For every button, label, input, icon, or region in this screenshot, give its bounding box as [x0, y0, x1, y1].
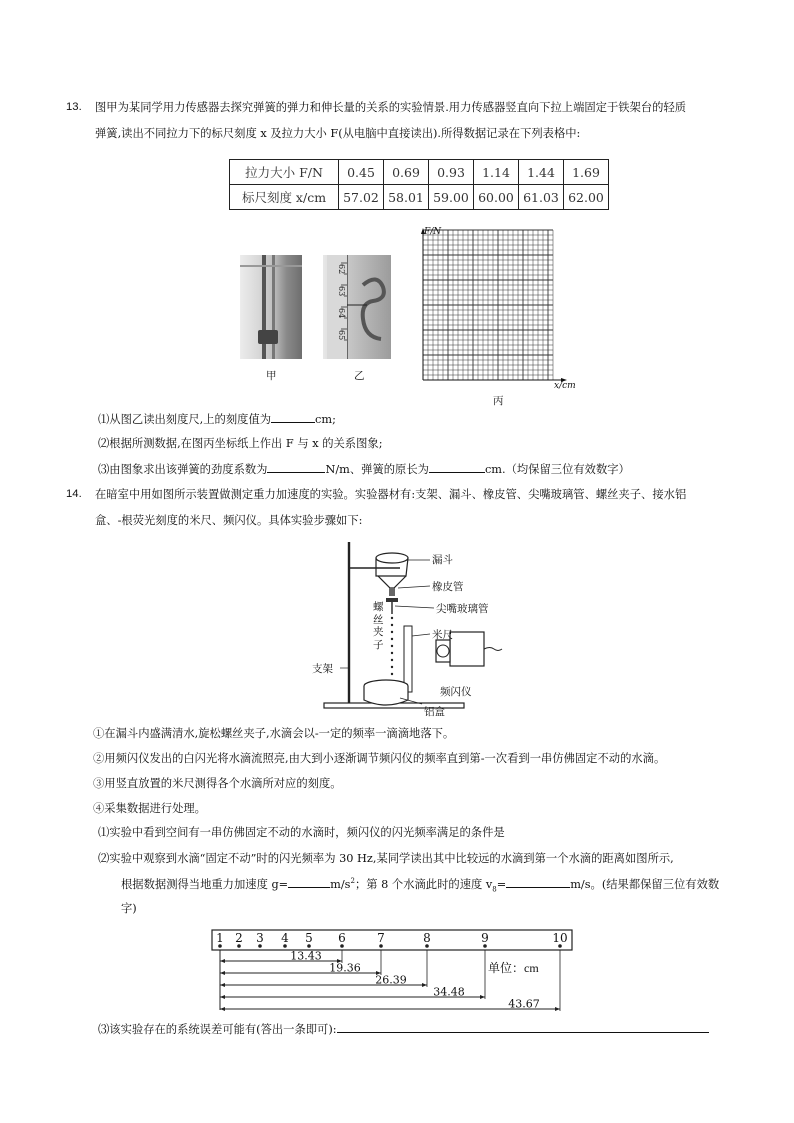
drop-number: 4 — [281, 931, 289, 945]
drop-number: 5 — [305, 931, 313, 945]
table-cell: 1.69 — [564, 160, 609, 185]
graph-paper-bing — [412, 226, 582, 392]
q13-sub1 — [98, 412, 336, 427]
photo-jia-force-sensor — [240, 255, 302, 359]
table-row — [230, 160, 609, 185]
drop-number: 3 — [256, 931, 264, 945]
answer-blank-systematic-error[interactable] — [337, 1022, 709, 1033]
answer-blank-gravity[interactable] — [288, 877, 330, 888]
label-ruler: 米尺 — [432, 629, 453, 641]
question-13-number: 13. — [66, 101, 82, 113]
distance-label: 19.36 — [329, 961, 361, 975]
q14-sub2-sup: 2 — [350, 877, 355, 886]
label-rubber-tube: 橡皮管 — [432, 581, 464, 593]
table-cell: 57.02 — [339, 185, 384, 210]
table-cell: 1.14 — [474, 160, 519, 185]
q13-sub3 — [98, 462, 630, 477]
q13-sub3-text-a: ⑶由图象求出该弹簧的劲度系数为 — [98, 463, 268, 476]
question-13-stem-line2: 弹簧,读出不同拉力下的标尺刻度 x 及拉力大小 F(从电脑中直接读出).所得数据记录在下列表格中: — [95, 127, 581, 140]
question-14-number: 14. — [66, 488, 82, 500]
q14-sub2-text-e: m/s。(结果都保留三位有效数 — [570, 878, 720, 891]
drop-number: 6 — [338, 931, 346, 945]
answer-blank-scale-reading[interactable] — [271, 412, 315, 423]
arrow-head-icon — [220, 971, 225, 975]
label-al-box: 铝盒 — [424, 706, 445, 718]
water-drop-icon — [391, 624, 393, 626]
graph-y-axis-label: F/N — [424, 227, 442, 237]
ruler-number: 63 — [337, 286, 346, 297]
q14-sub2-sub: 8 — [492, 885, 497, 894]
table-cell: 59.00 — [429, 185, 474, 210]
water-drop-icon — [391, 638, 393, 640]
table-row — [230, 185, 609, 210]
arrow-head-icon — [480, 995, 485, 999]
label-funnel: 漏斗 — [432, 554, 453, 566]
q14-step1: ①在漏斗内盛满清水,旋松螺丝夹子,水滴会以-一定的频率一滴滴地落下。 — [93, 727, 455, 740]
q13-sub1-unit: cm; — [315, 413, 336, 426]
drop-number: 2 — [235, 931, 243, 945]
q14-sub2-text-a: 根据数据测得当地重力加速度 g= — [121, 878, 289, 891]
water-drop-icon — [391, 666, 393, 668]
ruler-number: 65 — [337, 330, 346, 341]
drop-number: 10 — [552, 931, 568, 945]
distance-label: 43.67 — [508, 997, 540, 1011]
q14-sub3-text: ⑶该实验存在的系统误差可能有(答出一条即可): — [98, 1023, 337, 1036]
graph-x-axis-label: x/cm — [554, 381, 576, 391]
q14-sub2-unit-ms: m/s — [330, 878, 351, 891]
arrow-head-icon — [220, 1007, 225, 1011]
arrow-head-icon — [220, 983, 225, 987]
drop-number: 9 — [481, 931, 489, 945]
answer-blank-spring-constant[interactable] — [267, 462, 325, 473]
photo-yi-ruler — [323, 255, 391, 359]
caption-jia: 甲 — [266, 370, 277, 382]
question-14-stem-line2: 盒、-根荧光刻度的米尺、频闪仪。具体实验步骤如下: — [95, 514, 363, 527]
water-drop-icon — [391, 617, 393, 619]
q14-sub3 — [98, 1022, 709, 1037]
apparatus-diagram — [300, 536, 520, 722]
q14-sub1: ⑴实验中看到空间有一串仿佛固定不动的水滴时，频闪仪的闪光频率满足的条件是 — [98, 826, 505, 839]
table-cell: 60.00 — [474, 185, 519, 210]
label-screw-clamp: 螺丝夹子 — [373, 601, 384, 651]
q13-sub3-text-b: N/m、弹簧的原长为 — [325, 463, 429, 476]
caption-bing: 丙 — [493, 395, 504, 407]
arrow-head-icon — [555, 1007, 560, 1011]
distance-label: 13.43 — [290, 949, 322, 963]
table-cell: 1.44 — [519, 160, 564, 185]
table-cell: 0.45 — [339, 160, 384, 185]
label-strobe: 频闪仪 — [440, 686, 472, 698]
table-cell: 61.03 — [519, 185, 564, 210]
table-cell: 58.01 — [384, 185, 429, 210]
ruler-number: 62 — [337, 264, 346, 275]
q14-step3: ③用竖直放置的米尺测得各个水滴所对应的刻度。 — [93, 777, 342, 790]
water-drop-icon — [391, 659, 393, 661]
label-stand: 支架 — [312, 663, 333, 675]
q14-sub2-line3: 字) — [121, 902, 137, 915]
question-13-stem-line1: 图甲为某同学用力传感器去探究弹簧的弹力和伸长量的关系的实验情景.用力传感器竖直向下拉上端固定于铁架台的轻质 — [95, 101, 687, 114]
drop-number: 1 — [216, 931, 224, 945]
water-drop-icon — [391, 673, 393, 675]
arrow-head-icon — [422, 983, 427, 987]
answer-blank-original-length[interactable] — [429, 462, 485, 473]
ruler-numbers — [329, 259, 346, 347]
water-drop-icon — [391, 652, 393, 654]
ruler-strip — [212, 930, 572, 950]
q14-sub2-line2 — [121, 877, 719, 894]
water-drop-icon — [391, 631, 393, 633]
drop-number: 7 — [377, 931, 385, 945]
q14-sub2-text-c: ；第 8 个水滴此时的速度 v — [354, 878, 493, 891]
q14-step4: ④采集数据进行处理。 — [93, 802, 206, 815]
spring-data-table — [229, 159, 609, 210]
water-drop-icon — [391, 645, 393, 647]
table-row-label-force: 拉力大小 F/N — [230, 160, 339, 185]
drop-number: 8 — [423, 931, 431, 945]
ruler-number: 64 — [337, 308, 346, 319]
drop-figure-unit: 单位：cm — [488, 961, 539, 975]
arrow-head-icon — [220, 959, 225, 963]
q14-step2: ②用频闪仪发出的白闪光将水滴流照亮,由大到小逐渐调节频闪仪的频率直到第-一次看到一串仿佛固定不动的水滴。 — [93, 752, 666, 765]
table-cell: 62.00 — [564, 185, 609, 210]
question-14-stem-line1: 在暗室中用如图所示装置做测定重力加速度的实验。实验器材有:支架、漏斗、橡皮管、尖嘴玻璃管、螺丝夹子、接水铝 — [95, 488, 687, 501]
q14-sub2-text-d: = — [496, 878, 507, 891]
q13-sub3-text-c: cm.（均保留三位有效数字） — [484, 463, 630, 476]
label-glass-tube: 尖嘴玻璃管 — [436, 603, 489, 615]
q14-sub2-line1: ⑵实验中观察到水滴“固定不动”时的闪光频率为 30 Hz,某同学读出其中比较远的水滴到第一个水滴的距离如图所示, — [98, 852, 674, 865]
distance-label: 34.48 — [433, 985, 465, 999]
q13-sub1-text: ⑴从图乙读出刻度尺,上的刻度值为 — [98, 413, 272, 426]
q13-sub2: ⑵根据所测数据,在图丙坐标纸上作出 F 与 x 的关系图象; — [98, 437, 383, 450]
answer-blank-velocity[interactable] — [506, 877, 570, 888]
arrow-head-icon — [220, 995, 225, 999]
table-cell: 0.93 — [429, 160, 474, 185]
table-cell: 0.69 — [384, 160, 429, 185]
caption-yi: 乙 — [354, 370, 365, 382]
table-row-label-scale: 标尺刻度 x/cm — [230, 185, 339, 210]
distance-label: 26.39 — [375, 973, 407, 987]
